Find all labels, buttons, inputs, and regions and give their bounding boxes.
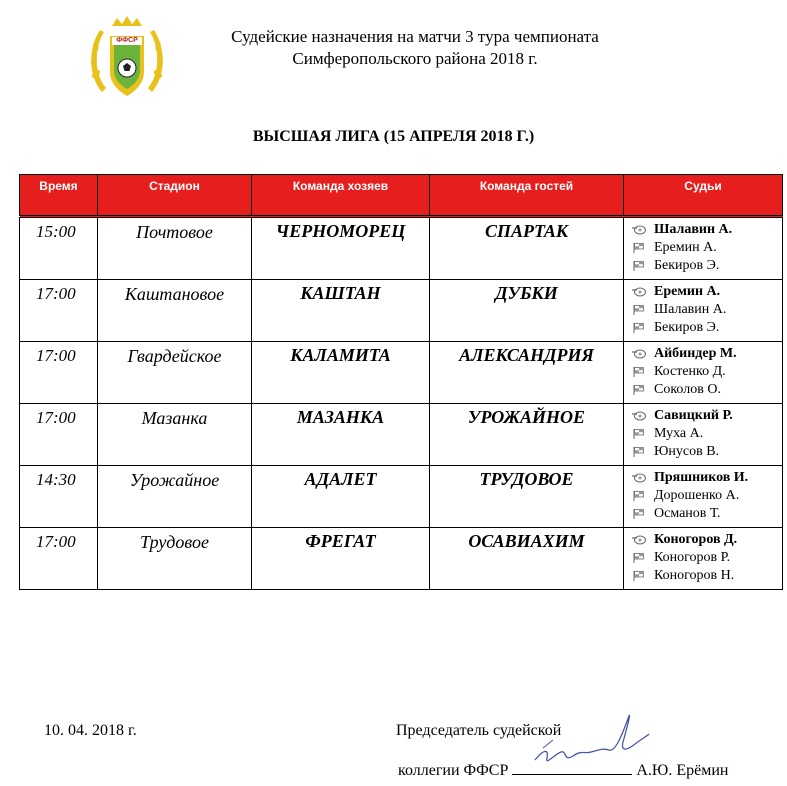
signatory-title: Председатель судейской [396, 722, 562, 739]
match-stadium: Мазанка [98, 404, 252, 466]
table-header-row [20, 175, 783, 217]
referees-cell [624, 280, 783, 342]
match-row [20, 466, 783, 528]
flag-icon [624, 428, 654, 440]
match-time: 17:00 [20, 280, 98, 342]
assistant-referee [624, 443, 782, 461]
away-team: СПАРТАК [430, 217, 624, 280]
referee-name: Шалавин А. [654, 302, 727, 317]
assistant-referee [624, 487, 782, 505]
referee-name: Бекиров Э. [654, 258, 720, 273]
handwritten-signature [525, 708, 655, 778]
whistle-icon [624, 287, 654, 297]
signatory-name: А.Ю. Ерёмин [636, 762, 729, 779]
whistle-icon [624, 349, 654, 359]
match-time: 17:00 [20, 342, 98, 404]
title-line-1: Судейские назначения на матчи 3 тура чемпионата [231, 27, 599, 46]
flag-icon [624, 490, 654, 502]
flag-icon [624, 552, 654, 564]
assistant-referee [624, 425, 782, 443]
match-row [20, 528, 783, 590]
referee-name: Юнусов В. [654, 444, 720, 459]
match-row [20, 217, 783, 280]
main-referee [624, 469, 782, 487]
referees-cell [624, 217, 783, 280]
main-referee [624, 407, 782, 425]
home-team: АДАЛЕТ [252, 466, 430, 528]
match-time: 15:00 [20, 217, 98, 280]
away-team: АЛЕКСАНДРИЯ [430, 342, 624, 404]
match-time: 17:00 [20, 528, 98, 590]
referee-name: Савицкий Р. [654, 408, 733, 423]
col-header-time: Время [20, 175, 98, 217]
match-stadium: Гвардейское [98, 342, 252, 404]
assistant-referee [624, 257, 782, 275]
referee-name: Дорошенко А. [654, 488, 740, 503]
assistant-referee [624, 363, 782, 381]
match-stadium: Почтовое [98, 217, 252, 280]
referee-name: Бекиров Э. [654, 320, 720, 335]
flag-icon [624, 570, 654, 582]
match-stadium: Каштановое [98, 280, 252, 342]
home-team: ЧЕРНОМОРЕЦ [252, 217, 430, 280]
col-header-referees: Судьи [624, 175, 783, 217]
flag-icon [624, 322, 654, 334]
flag-icon [624, 446, 654, 458]
assistant-referee [624, 381, 782, 399]
assistant-referee [624, 549, 782, 567]
assistant-referee [624, 301, 782, 319]
logo-text: ФФСР [116, 37, 138, 44]
referees-cell [624, 466, 783, 528]
match-time: 14:30 [20, 466, 98, 528]
referee-name: Шалавин А. [654, 222, 733, 237]
home-team: ФРЕГАТ [252, 528, 430, 590]
match-row [20, 404, 783, 466]
whistle-icon [624, 225, 654, 235]
assistant-referee [624, 505, 782, 523]
whistle-icon [624, 411, 654, 421]
flag-icon [624, 242, 654, 254]
whistle-icon [624, 535, 654, 545]
referee-name: Коногоров Н. [654, 568, 735, 583]
referee-name: Еремин А. [654, 284, 721, 299]
referee-name: Айбиндер М. [654, 346, 737, 361]
match-stadium: Урожайное [98, 466, 252, 528]
main-referee [624, 531, 782, 549]
referee-name: Коногоров Д. [654, 532, 738, 547]
referees-cell [624, 528, 783, 590]
league-title: ВЫСШАЯ ЛИГА (15 АПРЕЛЯ 2018 Г.) [252, 128, 535, 145]
main-referee [624, 345, 782, 363]
main-referee [624, 221, 782, 239]
flag-icon [624, 508, 654, 520]
assistant-referee [624, 319, 782, 337]
referees-cell [624, 342, 783, 404]
schedule-table [19, 174, 783, 590]
home-team: КАШТАН [252, 280, 430, 342]
flag-icon [624, 260, 654, 272]
away-team: ТРУДОВОЕ [430, 466, 624, 528]
document-date: 10. 04. 2018 г. [44, 722, 137, 739]
col-header-away: Команда гостей [430, 175, 624, 217]
document-title [180, 26, 650, 70]
col-header-stadium: Стадион [98, 175, 252, 217]
referee-name: Пряшников И. [654, 470, 749, 485]
main-referee [624, 283, 782, 301]
flag-icon [624, 304, 654, 316]
whistle-icon [624, 473, 654, 483]
home-team: МАЗАНКА [252, 404, 430, 466]
flag-icon [624, 384, 654, 396]
away-team: УРОЖАЙНОЕ [430, 404, 624, 466]
col-header-home: Команда хозяев [252, 175, 430, 217]
match-row [20, 342, 783, 404]
home-team: КАЛАМИТА [252, 342, 430, 404]
ffsr-logo [82, 14, 172, 104]
referee-name: Соколов О. [654, 382, 721, 397]
flag-icon [624, 366, 654, 378]
referee-name: Муха А. [654, 426, 704, 441]
title-line-2: Симферопольского района 2018 г. [292, 49, 538, 68]
assistant-referee [624, 239, 782, 257]
referee-name: Коногоров Р. [654, 550, 731, 565]
assistant-referee [624, 567, 782, 585]
referee-name: Еремин А. [654, 240, 717, 255]
away-team: ДУБКИ [430, 280, 624, 342]
match-stadium: Трудовое [98, 528, 252, 590]
referee-name: Османов Т. [654, 506, 721, 521]
referee-name: Костенко Д. [654, 364, 726, 379]
away-team: ОСАВИАХИМ [430, 528, 624, 590]
match-row [20, 280, 783, 342]
signatory-org: коллегии ФФСР [398, 762, 509, 779]
referees-cell [624, 404, 783, 466]
match-time: 17:00 [20, 404, 98, 466]
